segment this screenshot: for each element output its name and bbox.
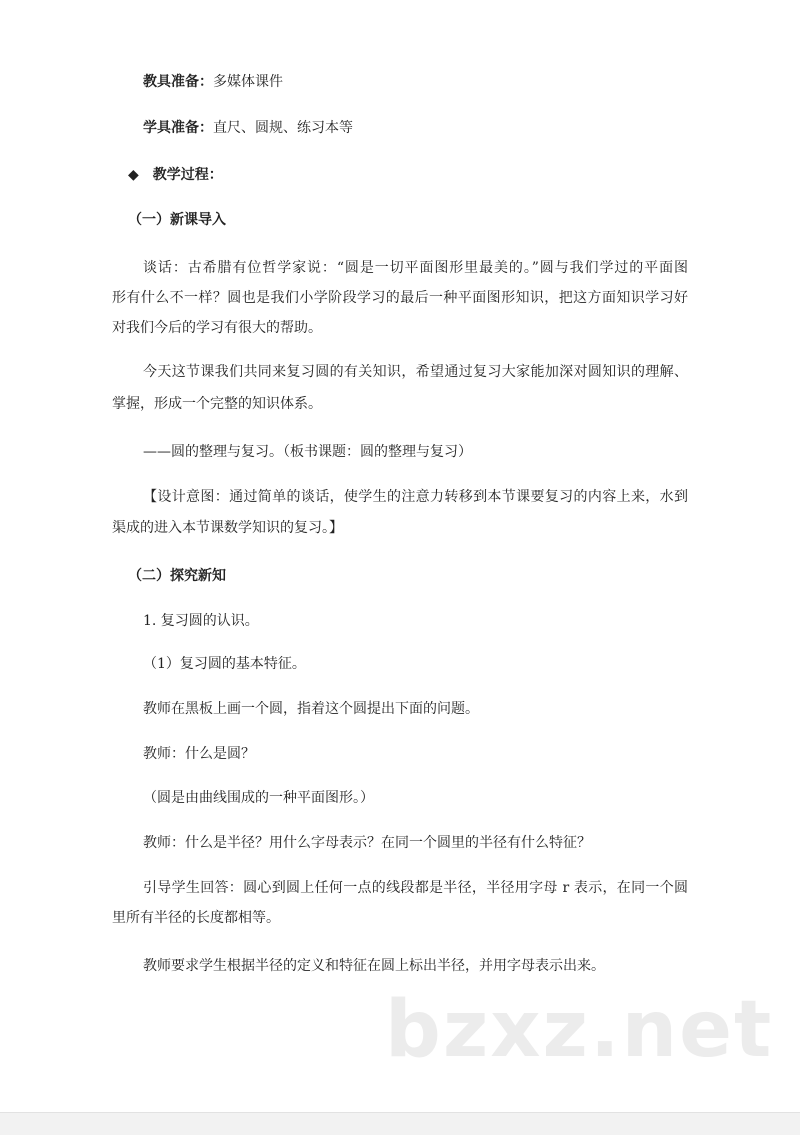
paragraph-line: 谈话：古希腊有位哲学家说：“圆是一切平面图形里最美的。”圆与我们学过的平面图	[143, 260, 688, 276]
student-prep-value: 直尺、圆规、练习本等	[213, 120, 353, 136]
teacher-prep-value: 多媒体课件	[213, 74, 283, 90]
paragraph-line: 教师：什么是半径？用什么字母表示？在同一个圆里的半径有什么特征？	[143, 835, 591, 851]
paragraph-line: 教师在黑板上画一个圆，指着这个圆提出下面的问题。	[143, 701, 479, 717]
paragraph-line: 1. 复习圆的认识。	[143, 613, 259, 629]
teacher-prep-label: 教具准备：	[143, 74, 213, 90]
process-heading-text: 教学过程：	[152, 167, 223, 183]
section-heading-1: （一）新课导入	[128, 212, 226, 228]
paragraph-line: 引导学生回答：圆心到圆上任何一点的线段都是半径，半径用字母 r 表示，在同一个圆	[143, 880, 688, 896]
watermark: bzxz.net	[385, 985, 774, 1075]
student-prep-label: 学具准备：	[143, 120, 213, 136]
paragraph-line: 形有什么不一样？圆也是我们小学阶段学习的最后一种平面图形知识，把这方面知识学习好	[112, 290, 688, 306]
paragraph-line: 掌握，形成一个完整的知识体系。	[112, 396, 322, 412]
paragraph-line: （1）复习圆的基本特征。	[143, 656, 306, 672]
paragraph-line: 教师要求学生根据半径的定义和特征在圆上标出半径，并用字母表示出来。	[143, 958, 605, 974]
diamond-bullet-icon: ◆	[128, 167, 139, 183]
student-prep	[143, 118, 688, 138]
design-intent-line: 渠成的进入本节课数学知识的复习。】	[112, 520, 343, 536]
teacher-prep	[143, 72, 688, 92]
page-footer-strip	[0, 1112, 800, 1135]
design-intent-line: 【设计意图：通过简单的谈话，使学生的注意力转移到本节课要复习的内容上来，水到	[143, 489, 688, 505]
process-heading	[128, 165, 704, 185]
section-heading-2: （二）探究新知	[128, 568, 226, 584]
paragraph-line: 对我们今后的学习有很大的帮助。	[112, 320, 322, 336]
paragraph-line: 教师：什么是圆？	[143, 746, 255, 762]
paragraph-line: 里所有半径的长度都相等。	[112, 910, 280, 926]
paragraph-line: ——圆的整理与复习。（板书课题：圆的整理与复习）	[143, 444, 472, 460]
paragraph-line: （圆是由曲线围成的一种平面图形。）	[143, 790, 374, 806]
paragraph-line: 今天这节课我们共同来复习圆的有关知识，希望通过复习大家能加深对圆知识的理解、	[143, 364, 688, 380]
